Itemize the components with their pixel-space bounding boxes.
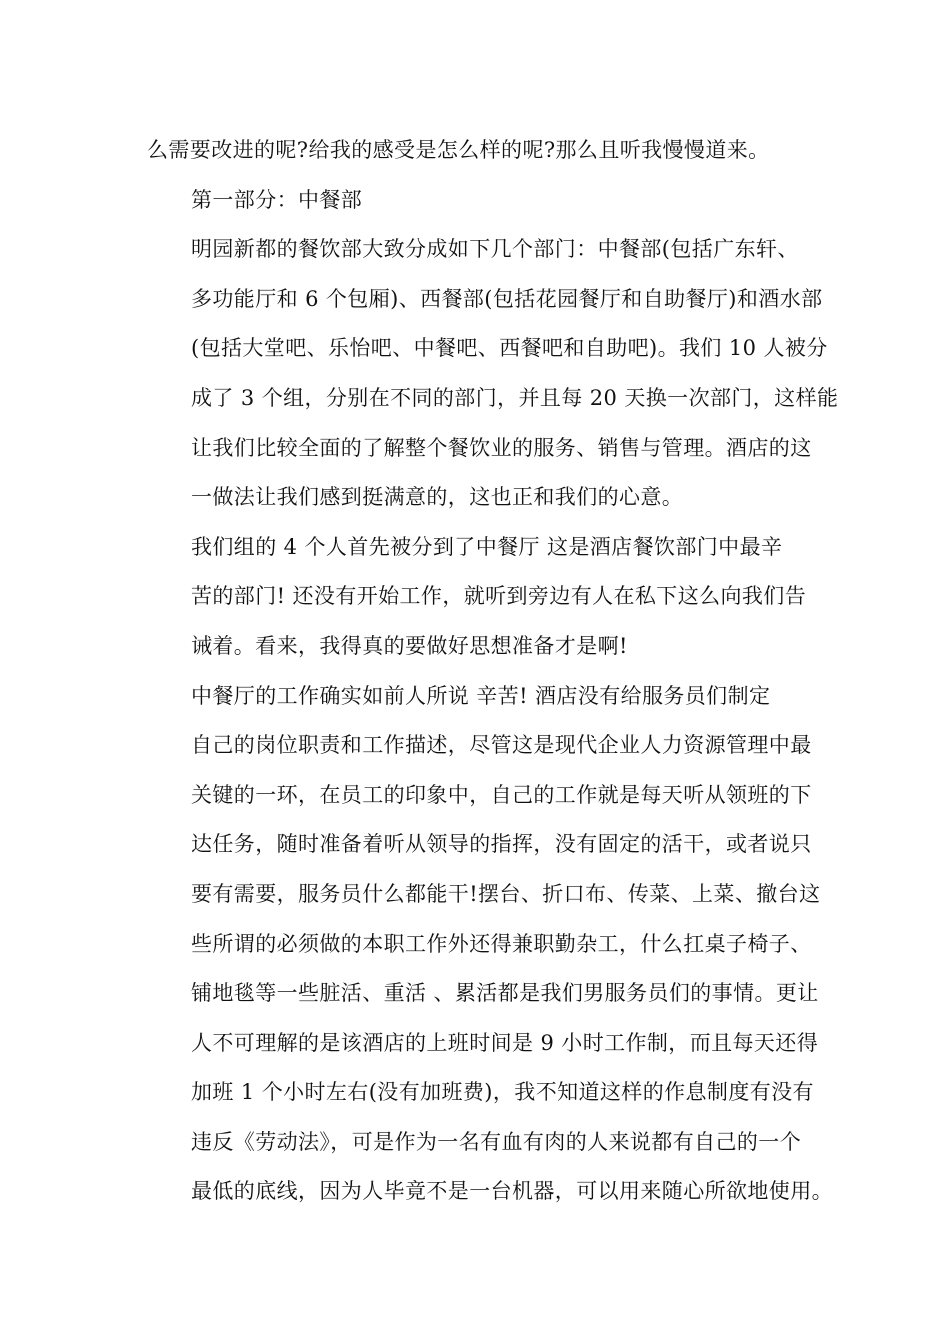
text-line: 自己的岗位职责和工作描述，尽管这是现代企业人力资源管理中最 — [191, 733, 812, 758]
text-line: 加班 1 个小时左右(没有加班费)，我不知道这样的作息制度有没有 — [191, 1080, 814, 1105]
text-line: 违反《劳动法》，可是作为一名有血有肉的人来说都有自己的一个 — [191, 1129, 802, 1154]
text-line: 些所谓的必须做的本职工作外还得兼职勤杂工，什么扛桌子椅子、 — [191, 931, 812, 956]
text-line: 最低的底线，因为人毕竟不是一台机器，可以用来随心所欲地使用。 — [191, 1179, 833, 1204]
text-line: 让我们比较全面的了解整个餐饮业的服务、销售与管理。酒店的这 — [191, 435, 812, 460]
text-line: 中餐厅的工作确实如前人所说 辛苦! 酒店没有给服务员们制定 — [191, 683, 771, 708]
paragraph-first-assignment — [147, 523, 827, 672]
text-line: 我们组的 4 个人首先被分到了中餐厅 这是酒店餐饮部门中最辛 — [191, 534, 783, 559]
text-line: 达任务，随时准备着听从领导的指挥，没有固定的活干，或者说只 — [191, 832, 812, 857]
text-line: 要有需要，服务员什么都能干!摆台、折口布、传菜、上菜、撤台这 — [191, 881, 821, 906]
document-body — [147, 126, 839, 1217]
section-heading-text: 第一部分：中餐部 — [191, 187, 363, 212]
text-line: 苦的部门! 还没有开始工作，就听到旁边有人在私下这么向我们告 — [191, 584, 807, 609]
text-line: (包括大堂吧、乐怡吧、中餐吧、西餐吧和自助吧)。我们 10 人被分 — [191, 336, 828, 361]
text-line: 人不可理解的是该酒店的上班时间是 9 小时工作制，而且每天还得 — [191, 1030, 819, 1055]
text-line: 铺地毯等一些脏活、重活 、累活都是我们男服务员们的事情。更让 — [191, 981, 819, 1006]
text-line: 一做法让我们感到挺满意的，这也正和我们的心意。 — [191, 485, 684, 510]
paragraph-work-conditions — [147, 672, 833, 1218]
text-line: 成了 3 个组，分别在不同的部门，并且每 20 天换一次部门，这样能 — [191, 385, 839, 410]
section-heading — [147, 176, 827, 226]
text-line: 么需要改进的呢?给我的感受是怎么样的呢?那么且听我慢慢道来。 — [147, 138, 770, 162]
paragraph-departments — [147, 225, 839, 523]
paragraph-intro-continuation — [147, 126, 827, 176]
text-line: 诫着。看来，我得真的要做好思想准备才是啊! — [191, 633, 628, 658]
text-line: 关键的一环，在员工的印象中，自己的工作就是每天听从领班的下 — [191, 782, 812, 807]
text-line: 多功能厅和 6 个包厢)、西餐部(包括花园餐厅和自助餐厅)和酒水部 — [191, 286, 823, 311]
text-line: 明园新都的餐饮部大致分成如下几个部门：中餐部(包括广东轩、 — [191, 237, 799, 262]
